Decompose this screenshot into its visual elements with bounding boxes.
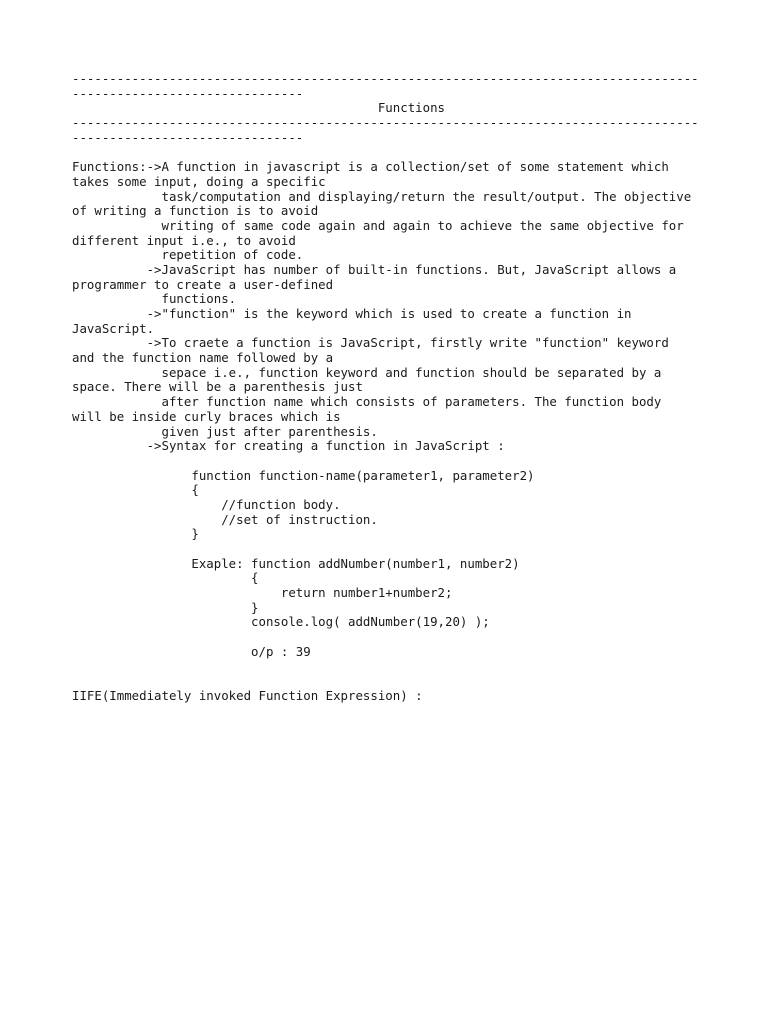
section-heading: IIFE(Immediately invoked Function Expression) : xyxy=(72,687,423,703)
blank-line xyxy=(72,660,712,675)
document-page xyxy=(72,72,712,704)
code-line: //function body. xyxy=(72,496,341,512)
text-line: functions. xyxy=(72,291,237,307)
code-line: } xyxy=(72,526,199,542)
text-line: Functions:->A function in javascript is a collection/set of some statement which xyxy=(72,159,669,175)
text-line: ->JavaScript has number of built-in functions. But, JavaScript allows a xyxy=(72,261,677,277)
text-line: sepace i.e., function keyword and function should be separated by a xyxy=(72,364,662,380)
text-line: different input i.e., to avoid xyxy=(72,232,296,248)
text-line: writing of same code again and again to achieve the same objective for xyxy=(72,217,684,233)
text-line: repetition of code. xyxy=(72,247,304,263)
blank-line xyxy=(72,674,712,689)
text-line: task/computation and displaying/return the result/output. The objective xyxy=(72,188,692,204)
code-line: console.log( addNumber(19,20) ); xyxy=(72,614,490,630)
text-line: of writing a function is to avoid xyxy=(72,203,319,219)
blank-line xyxy=(72,630,712,645)
text-line: takes some input, doing a specific xyxy=(72,173,326,189)
code-line: //set of instruction. xyxy=(72,511,378,527)
code-line: Exaple: function addNumber(number1, number2) xyxy=(72,555,520,571)
text-line: ->Syntax for creating a function in JavaScript : xyxy=(72,438,505,454)
separator-line: ------------------------------------------------------------------------------------ xyxy=(72,115,699,131)
document-title: Functions xyxy=(72,100,445,116)
separator-line: ------------------------------- xyxy=(72,85,304,101)
text-line: programmer to create a user-defined xyxy=(72,276,334,292)
blank-line xyxy=(72,542,712,557)
blank-line xyxy=(72,454,712,469)
code-line: function function-name(parameter1, parameter2) xyxy=(72,467,535,483)
text-line: given just after parenthesis. xyxy=(72,423,378,439)
code-line: } xyxy=(72,599,259,615)
text-line: and the function name followed by a xyxy=(72,350,334,366)
text-line: space. There will be a parenthesis just xyxy=(72,379,363,395)
separator-line: ------------------------------------------------------------------------------------ xyxy=(72,71,699,86)
text-line: ->"function" is the keyword which is used to create a function in xyxy=(72,306,632,321)
code-line: { xyxy=(72,570,259,586)
separator-line: ------------------------------- xyxy=(72,129,304,145)
text-line: after function name which consists of parameters. The function body xyxy=(72,394,662,410)
output-line: o/p : 39 xyxy=(72,643,311,659)
code-line: { xyxy=(72,482,199,498)
code-line: return number1+number2; xyxy=(72,585,453,601)
blank-line xyxy=(72,145,712,160)
text-line: will be inside curly braces which is xyxy=(72,408,341,424)
text-line: ->To craete a function is JavaScript, firstly write "function" keyword xyxy=(72,335,669,351)
text-line: JavaScript. xyxy=(72,320,155,336)
